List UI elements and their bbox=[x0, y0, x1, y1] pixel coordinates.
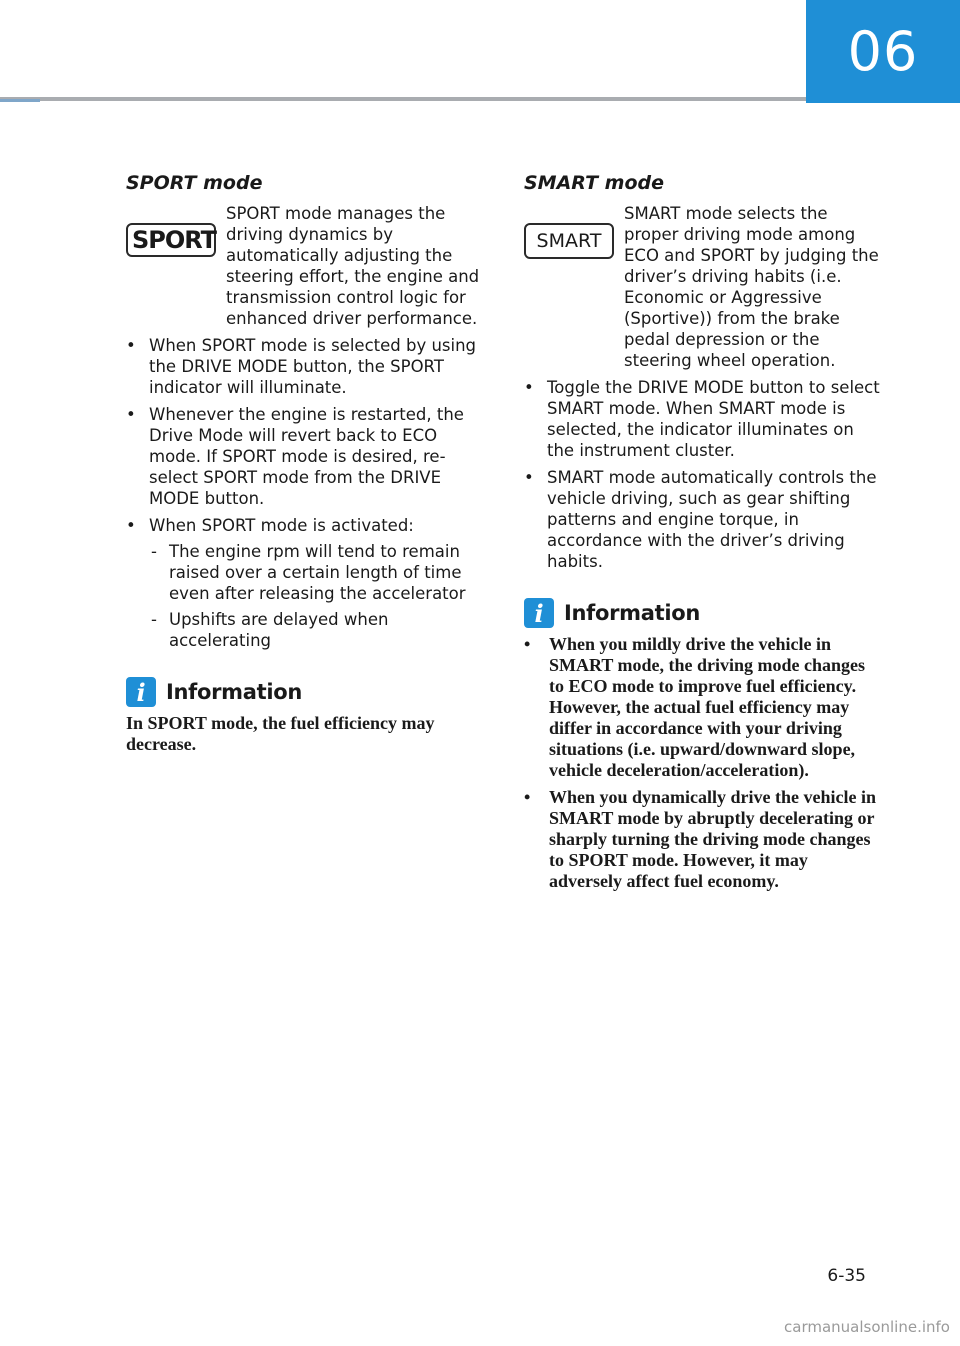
smart-mode-section bbox=[524, 172, 882, 898]
sport-info-title: Information bbox=[166, 680, 303, 704]
smart-info-header bbox=[524, 598, 882, 628]
sub-list-item: - Upshifts are delayed when accelerating bbox=[149, 609, 484, 651]
smart-intro-text: SMART mode selects the proper driving mode among ECO and SPORT by judging the driver’s driving habits (i.e. Economic or Aggressive (Sportive)) from the brake pedal depression or the steering wheel operation. bbox=[624, 204, 879, 370]
list-item: • Whenever the engine is restarted, the Drive Mode will revert back to ECO mode. If SPORT mode is desired, re-select SPORT mode from the DRIVE MODE button. bbox=[126, 404, 484, 509]
list-item: • When you mildly drive the vehicle in SMART mode, the driving mode changes to ECO mode to improve fuel efficiency. However, the actual fuel efficiency may differ in accordance with your driving situations (i.e. upward/downward slope, vehicle deceleration/acceleration). bbox=[524, 634, 882, 781]
sport-bullet-list bbox=[126, 335, 484, 651]
sport-indicator-icon: SPORT bbox=[126, 223, 216, 257]
information-icon: i bbox=[126, 677, 156, 707]
sport-info-text: In SPORT mode, the fuel efficiency may decrease. bbox=[126, 713, 435, 754]
information-icon: i bbox=[524, 598, 554, 628]
chapter-number: 06 bbox=[847, 20, 919, 83]
sport-info-header bbox=[126, 677, 484, 707]
sport-intro-text: SPORT mode manages the driving dynamics by automatically adjusting the steering effort, the engine and transmission control logic for enhanced driver performance. bbox=[226, 204, 480, 328]
chapter-tab bbox=[806, 0, 960, 103]
list-item-text: When SPORT mode is activated: bbox=[149, 516, 414, 535]
smart-mode-title: SMART mode bbox=[524, 172, 664, 194]
smart-info-list bbox=[524, 634, 882, 892]
sport-intro bbox=[126, 203, 484, 329]
sport-sub-list bbox=[149, 541, 484, 651]
list-item: • When you dynamically drive the vehicle in SMART mode by abruptly decelerating or sharply turning the driving mode changes to SPORT mode. However, it may adversely affect fuel economy. bbox=[524, 787, 882, 892]
watermark: carmanualsonline.info bbox=[784, 1318, 950, 1336]
header-divider-accent bbox=[0, 99, 40, 102]
sub-list-item: - The engine rpm will tend to remain raised over a certain length of time even after releasing the accelerator bbox=[149, 541, 484, 604]
smart-bullet-list bbox=[524, 377, 882, 572]
sport-mode-section bbox=[126, 172, 484, 755]
sport-mode-title: SPORT mode bbox=[126, 172, 263, 194]
list-item: • Toggle the DRIVE MODE button to select SMART mode. When SMART mode is selected, the indicator illuminates on the instrument cluster. bbox=[524, 377, 882, 461]
list-item: • When SPORT mode is selected by using the DRIVE MODE button, the SPORT indicator will illuminate. bbox=[126, 335, 484, 398]
smart-info-title: Information bbox=[564, 601, 701, 625]
smart-intro bbox=[524, 203, 882, 371]
smart-indicator-icon: SMART bbox=[524, 223, 614, 259]
header-divider bbox=[0, 97, 806, 101]
list-item: • SMART mode automatically controls the vehicle driving, such as gear shifting patterns and engine torque, in accordance with the driver’s driving habits. bbox=[524, 467, 882, 572]
list-item bbox=[126, 515, 484, 651]
page-number: 6-35 bbox=[827, 1266, 866, 1286]
